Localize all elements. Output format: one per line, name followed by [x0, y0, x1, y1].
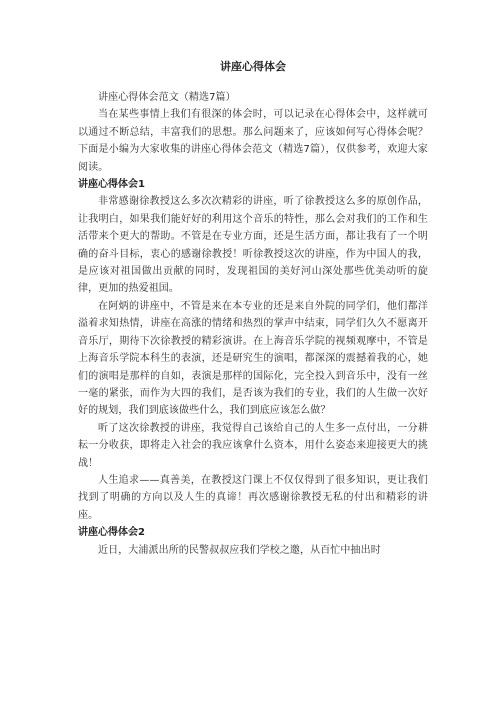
- section-1-paragraph-4: 人生追求——真善美，在教授这门课上不仅仅得到了很多知识，更让我们找到了明确的方向以及人生的真谛！再次感谢徐教授无私的付出和精彩的讲座。: [78, 474, 428, 521]
- section-1-paragraph-2: 在阿炳的讲座中，不管是来在本专业的还是来自外院的同学们，他们都洋溢着求知热情，讲座在高涨的情绪和热烈的掌声中结束，同学们久久不愿离开音乐厅，期待下次徐教授的精彩演讲。在上海音乐学院的视频观摩中，不管是上海音乐学院本科生的表演，还是研究生的演唱，都深深的震撼着我的心，她们的演唱是那样的自如，表演是那样的国际化，完全投入到音乐中，没有一丝一毫的紧张，而作为大四的我们，是否该为我们的专业，我们的人生做一次好好的规划，我们到底该做些什么，我们到底应该怎么做？: [78, 300, 428, 417]
- section-1-paragraph-1: 非常感谢徐教授这么多次次精彩的讲座，听了徐教授这么多的原创作品，让我明白，如果我们能好好的利用这个音乐的特性，那么会对我们的工作和生活带来个更大的帮助。不管是在专业方面，还是生活方面，都让我有了一个明确的奋斗目标，衷心的感谢徐教授！听徐教授这次的讲座，作为中国人的我，是应该对祖国做出贡献的同时，发现祖国的美好河山深处那些优美动听的旋律，更加的热爱祖国。: [78, 196, 428, 295]
- intro-line: 讲座心得体会范文（精选7篇）: [98, 92, 236, 103]
- section-1-paragraph-3: 听了这次徐教授的讲座，我觉得自己该给自己的人生多一点付出，一分耕耘一分收获，即将走入社会的我应该拿什么资本，用什么姿态来迎接更大的挑战！: [78, 422, 428, 469]
- intro-paragraph: 当在某些事情上我们有很深的体会时，可以记录在心得体会中，这样就可以通过不断总结，丰富我们的思想。那么问题来了，应该如何写心得体会呢？下面是小编为大家收集的讲座心得体会范文（精选7篇），仅供参考，欢迎大家阅读。: [78, 109, 428, 173]
- section-heading-1: 讲座心得体会1: [78, 179, 145, 191]
- document-body: [78, 60, 428, 559]
- section-heading-2: 讲座心得体会2: [78, 527, 145, 539]
- section-2-paragraph-1: 近日，大浦派出所的民警叔叔应我们学校之邀，从百忙中抽出时: [98, 544, 381, 556]
- document-title: 讲座心得体会: [220, 60, 286, 73]
